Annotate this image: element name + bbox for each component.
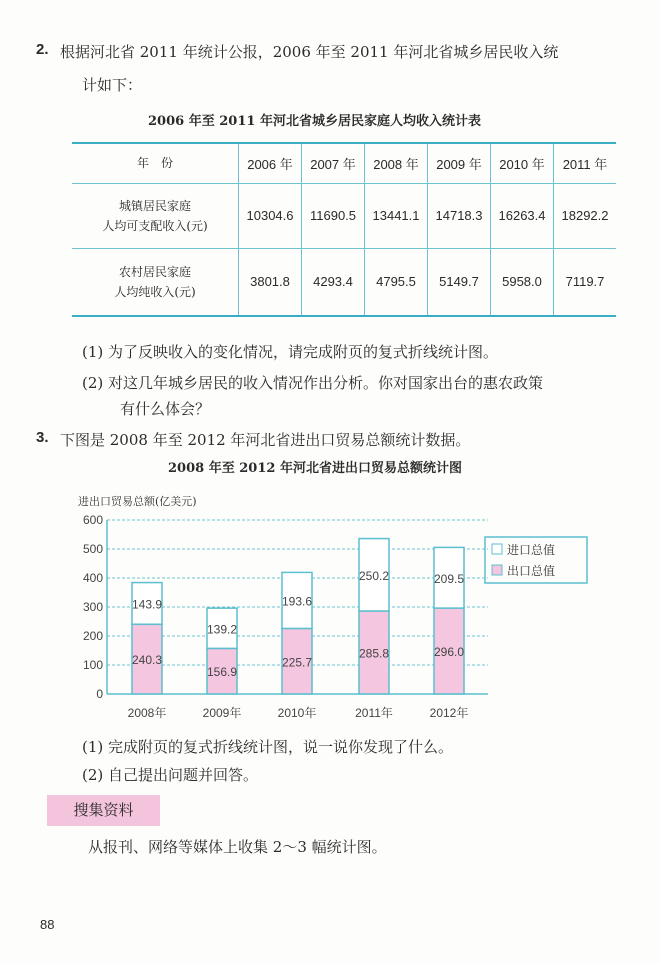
table-cell: 14718.3 <box>428 183 491 248</box>
header-cell: 2007 年 <box>302 143 365 183</box>
table-cell: 11690.5 <box>302 183 365 248</box>
stacked-bar-chart <box>0 485 660 730</box>
question-text: 计如下： <box>82 76 143 94</box>
table-cell: 13441.1 <box>365 183 428 248</box>
data-label-export: 225.7 <box>281 655 313 670</box>
data-label-import: 250.2 <box>358 568 390 583</box>
legend-swatch-export <box>492 565 502 575</box>
y-tick-label: 100 <box>82 658 103 672</box>
sub-question: 有什么体会？ <box>120 400 211 418</box>
header-cell: 2008 年 <box>365 143 428 183</box>
y-tick-label: 200 <box>82 629 103 643</box>
header-cell: 2009 年 <box>428 143 491 183</box>
row-label-line: 人均可支配收入(元) <box>102 218 208 233</box>
row-label-line: 人均纯收入(元) <box>114 284 196 299</box>
y-axis-label: 进出口贸易总额(亿美元) <box>78 495 197 508</box>
legend-label: 进口总值 <box>507 543 556 557</box>
table-cell: 16263.4 <box>491 183 554 248</box>
table-cell: 7119.7 <box>554 248 617 316</box>
data-label-export: 240.3 <box>131 653 163 668</box>
table-row <box>72 248 616 316</box>
collect-materials-tag: 搜集资料 <box>47 795 160 826</box>
header-cell: 2010 年 <box>491 143 554 183</box>
legend <box>485 537 587 583</box>
table-cell: 18292.2 <box>554 183 617 248</box>
data-label-import: 143.9 <box>131 597 163 612</box>
table-cell: 4795.5 <box>365 248 428 316</box>
data-label-import: 209.5 <box>433 571 465 586</box>
data-label-import: 139.2 <box>206 622 238 637</box>
legend-swatch-import <box>492 544 502 554</box>
row-label-line: 城镇居民家庭 <box>118 198 191 213</box>
legend-label: 出口总值 <box>507 564 556 578</box>
header-cell: 2006 年 <box>239 143 302 183</box>
chart-title: 2008 年至 2012 年河北省进出口贸易总额统计图 <box>168 461 462 476</box>
row-label-line: 农村居民家庭 <box>118 264 191 279</box>
question-text: 下图是 2008 年至 2012 年河北省进出口贸易总额统计数据。 <box>60 431 471 449</box>
x-tick-label: 2011年 <box>355 706 393 720</box>
x-tick-label: 2009年 <box>202 706 242 720</box>
header-cell: 2011 年 <box>554 143 617 183</box>
x-tick-label: 2012年 <box>429 706 469 720</box>
y-tick-label: 300 <box>82 600 103 614</box>
table-cell: 3801.8 <box>239 248 302 316</box>
table-row <box>72 183 616 248</box>
collect-text: 从报刊、网络等媒体上收集 2～3 幅统计图。 <box>88 838 387 856</box>
page-number: 88 <box>40 917 55 932</box>
y-tick-label: 0 <box>96 687 103 701</box>
data-label-import: 193.6 <box>281 594 313 609</box>
question-number: 3. <box>36 429 49 446</box>
table-header-row <box>72 143 616 183</box>
sub-question: (2) 自己提出问题并回答。 <box>82 766 259 784</box>
row-label <box>72 248 239 316</box>
y-tick-label: 400 <box>82 571 103 585</box>
income-table <box>72 142 616 317</box>
x-tick-label: 2010年 <box>277 706 317 720</box>
y-tick-label: 600 <box>82 513 103 527</box>
sub-question: (1) 为了反映收入的变化情况，请完成附页的复式折线统计图。 <box>82 343 499 361</box>
table-cell: 5958.0 <box>491 248 554 316</box>
data-label-export: 285.8 <box>358 646 390 661</box>
x-tick-label: 2008年 <box>127 706 167 720</box>
table-cell: 10304.6 <box>239 183 302 248</box>
header-cell: 年 份 <box>72 143 239 183</box>
sub-question: (2) 对这几年城乡居民的收入情况作出分析。你对国家出台的惠农政策 <box>82 374 544 392</box>
question-number: 2. <box>36 41 49 58</box>
data-label-export: 296.0 <box>433 645 465 660</box>
data-label-export: 156.9 <box>206 665 238 680</box>
table-cell: 5149.7 <box>428 248 491 316</box>
table-cell: 4293.4 <box>302 248 365 316</box>
sub-question: (1) 完成附页的复式折线统计图，说一说你发现了什么。 <box>82 738 454 756</box>
y-tick-label: 500 <box>82 542 103 556</box>
row-label <box>72 183 239 248</box>
table-title: 2006 年至 2011 年河北省城乡居民家庭人均收入统计表 <box>148 114 481 129</box>
question-text: 根据河北省 2011 年统计公报，2006 年至 2011 年河北省城乡居民收入统 <box>60 43 559 61</box>
